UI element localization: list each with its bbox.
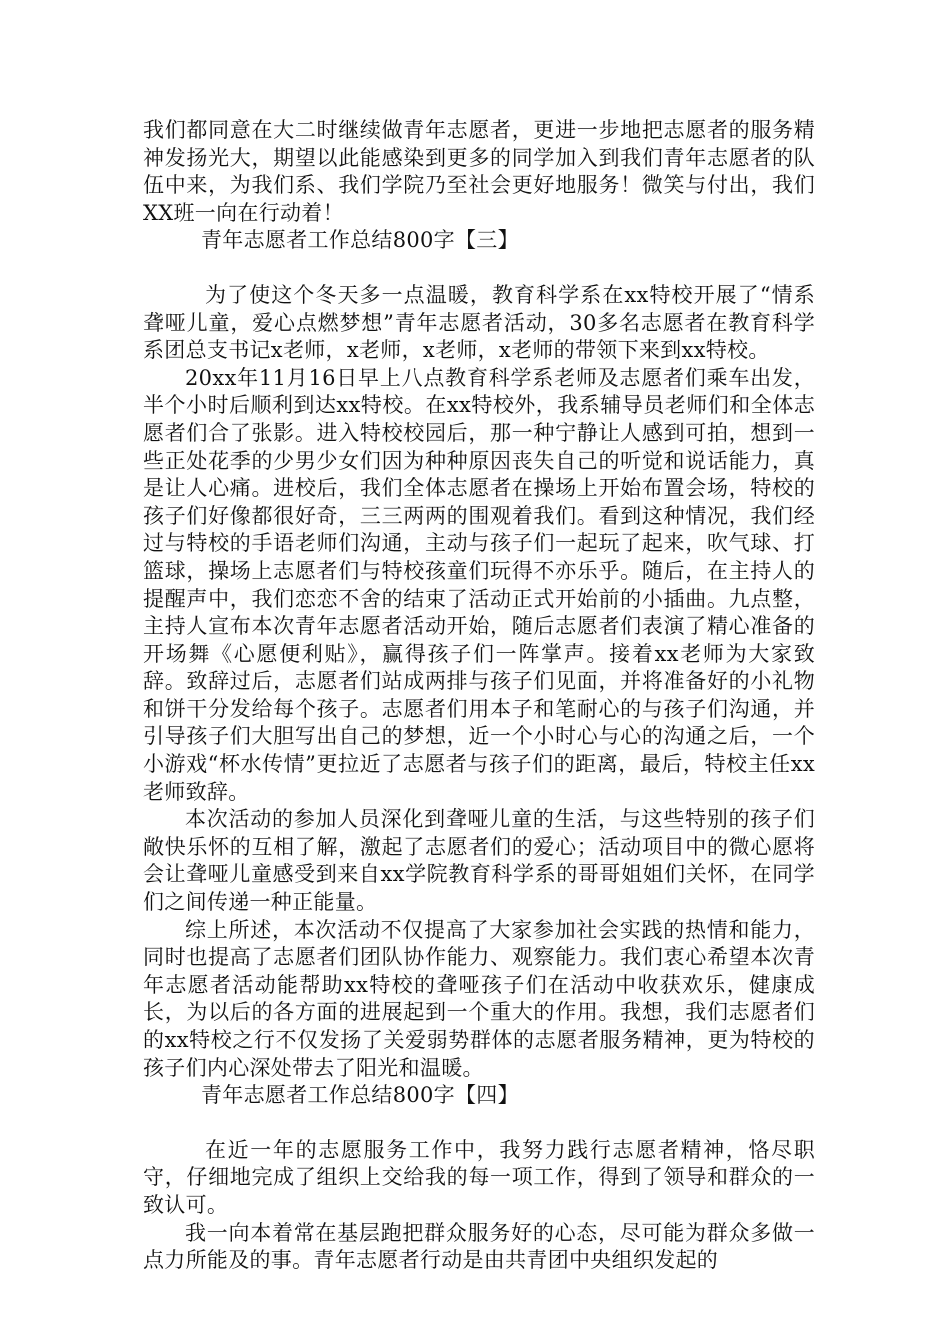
section4-paragraph-2: 我一向本着常在基层跑把群众服务好的心态，尽可能为群众多做一点力所能及的事。青年志愿者行动是由共青团中央组织发起的 (143, 1220, 815, 1273)
section3-paragraph-2: 20xx年11月16日早上八点教育科学系老师及志愿者们乘车出发，半个小时后顺利到达xx特校。在xx特校外，我系辅导员老师们和全体志愿者们合了张影。进入特校校园后，那一种宁静让人感到可拍，想到一些正处花季的少男少女们因为种种原因丧失自己的听觉和说话能力，真是让人心痛。进校后，我们全体志愿者在操场上开始布置会场，特校的孩子们好像都很好奇，三三两两的围观着我们。看到这种情况，我们经过与特校的手语老师们沟通，主动与孩子们一起玩了起来，吹气球、打篮球，操场上志愿者们与特校孩童们玩得不亦乐乎。随后，在主持人的提醒声中，我们恋恋不舍的结束了活动正式开始前的小插曲。九点整，主持人宣布本次青年志愿者活动开始，随后志愿者们表演了精心准备的开场舞《心愿便利贴》，赢得孩子们一阵掌声。接着xx老师为大家致辞。致辞过后，志愿者们站成两排与孩子们见面，并将准备好的小礼物和饼干分发给每个孩子。志愿者们用本子和笔耐心的与孩子们沟通，并引导孩子们大胆写出自己的梦想，近一个小时心与心的沟通之后，一个小游戏“杯水传情”更拉近了志愿者与孩子们的距离，最后，特校主任xx老师致辞。 (143, 365, 815, 804)
section4-paragraph-1: 在近一年的志愿服务工作中，我努力践行志愿者精神，恪尽职守，仔细地完成了组织上交给我的每一项工作，得到了领导和群众的一致认可。 (143, 1137, 815, 1217)
section-gap (143, 1110, 815, 1137)
intro-paragraph: 我们都同意在大二时继续做青年志愿者，更进一步地把志愿者的服务精神发扬光大，期望以此能感染到更多的同学加入到我们青年志愿者的队伍中来，为我们系、我们学院乃至社会更好地服务！微笑与付出，我们XX班一向在行动着！ (143, 118, 815, 225)
section3-paragraph-3: 本次活动的参加人员深化到聋哑儿童的生活，与这些特别的孩子们敞快乐怀的互相了解，激起了志愿者们的爱心；活动项目中的微心愿将会让聋哑儿童感受到来自xx学院教育科学系的哥哥姐姐们关怀，在同学们之间传递一种正能量。 (143, 807, 815, 915)
section-heading-4: 青年志愿者工作总结800字【四】 (201, 1083, 519, 1108)
section-heading-3: 青年志愿者工作总结800字【三】 (201, 228, 519, 253)
document-page (143, 117, 815, 1275)
section3-paragraph-4: 综上所述，本次活动不仅提高了大家参加社会实践的热情和能力，同时也提高了志愿者们团队协作能力、观察能力。我们衷心希望本次青年志愿者活动能帮助xx特校的聋哑孩子们在活动中收获欢乐，健康成长，为以后的各方面的进展起到一个重大的作用。我想，我们志愿者们的xx特校之行不仅发扬了关爱弱势群体的志愿者服务精神，更为特校的孩子们内心深处带去了阳光和温暖。 (143, 917, 815, 1080)
section-gap (143, 255, 815, 282)
section3-paragraph-1: 为了使这个冬天多一点温暖，教育科学系在xx特校开展了“情系聋哑儿童，爱心点燃梦想”青年志愿者活动，30多名志愿者在教育科学系团总支书记x老师，x老师，x老师，x老师的带领下来到xx特校。 (143, 282, 815, 363)
